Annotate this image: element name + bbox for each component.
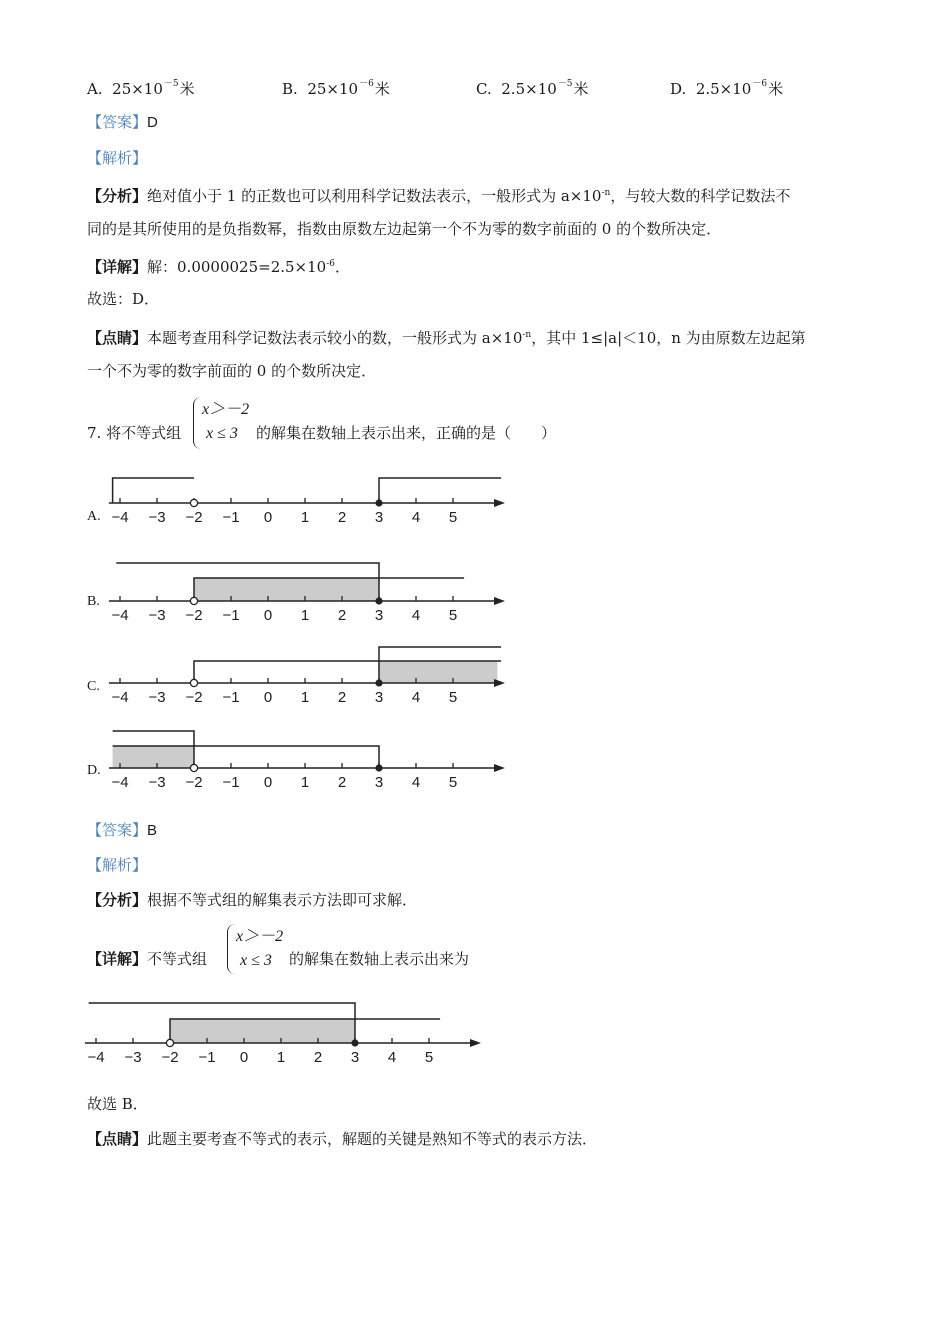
nl-ans-closed-point xyxy=(351,1039,358,1046)
q7-stem-suffix: 的解集在数轴上表示出来，正确的是（ ） xyxy=(256,424,557,442)
nl-b-closed-point xyxy=(375,597,382,604)
nl-c-tick-label: −1 xyxy=(222,689,240,706)
fenxi-label: 【分析】 xyxy=(87,891,148,909)
nl-ans-tick-label: −3 xyxy=(124,1049,142,1066)
fenxi-text: 根据不等式组的解集表示方法即可求解． xyxy=(147,891,418,909)
nl-a-tick-label: 4 xyxy=(411,509,421,526)
q7-option-b-label: B. xyxy=(87,594,100,609)
nl-ans-arrow-icon xyxy=(470,1039,481,1047)
nl-a-tick-label: −3 xyxy=(148,509,166,526)
answer-value: B xyxy=(147,822,158,839)
fenxi-label: 【分析】 xyxy=(87,187,148,205)
nl-a-open-point xyxy=(190,499,197,506)
option-unit: 米 xyxy=(573,80,589,98)
q6-jiexi-heading: 【解析】 xyxy=(87,149,148,167)
dianjing-exponent: -n xyxy=(522,330,532,340)
nl-b-tick-label: −4 xyxy=(111,607,129,624)
nl-a-bracket xyxy=(379,478,501,503)
nl-ans-tick-label: 2 xyxy=(313,1049,323,1066)
q6-dianjing-line2: 一个不为零的数字前面的 0 的个数所决定． xyxy=(87,362,377,380)
nl-d-tick-label: 3 xyxy=(374,774,384,791)
xiangjie-end: ． xyxy=(335,258,351,276)
fenxi-text-tail: ，与较大数的科学记数法不 xyxy=(610,187,791,205)
nl-b-arrow-icon xyxy=(494,597,505,605)
dianjing-label: 【点睛】 xyxy=(87,329,148,347)
q7-option-d-label: D. xyxy=(87,763,101,778)
q7-jiexi-heading: 【解析】 xyxy=(87,856,148,874)
q7-fenxi xyxy=(87,890,417,910)
q7-xiangjie-suffix: 的解集在数轴上表示出来为 xyxy=(289,950,470,968)
nl-a-tick-label: 0 xyxy=(263,509,273,526)
answer-label: 【答案】 xyxy=(87,113,148,131)
nl-c-tick-label: 5 xyxy=(448,689,458,706)
nl-c-tick-label: 4 xyxy=(411,689,421,706)
option-exponent: －6 xyxy=(752,79,768,89)
nl-b-tick-label: −2 xyxy=(185,607,203,624)
nl-c-tick-label: −3 xyxy=(148,689,166,706)
option-mantissa: 2.5×10 xyxy=(695,80,752,98)
nl-ans-tick-label: 3 xyxy=(350,1049,360,1066)
dianjing-text: 此题主要考查不等式的表示，解题的关键是熟知不等式的表示方法． xyxy=(147,1130,598,1148)
nl-ans-tick-label: −1 xyxy=(198,1049,216,1066)
nl-b-tick-label: 5 xyxy=(448,607,458,624)
nl-a-tick-label: 3 xyxy=(374,509,384,526)
nl-b-tick-label: −1 xyxy=(222,607,240,624)
nl-b-tick-label: 1 xyxy=(300,607,310,624)
q7-system-line2: x ≤ 3 xyxy=(206,425,238,442)
q6-guxuan: 故选：D． xyxy=(87,290,160,308)
nl-ans-tick-label: 5 xyxy=(424,1049,434,1066)
nl-d-arrow-icon xyxy=(494,764,505,772)
nl-d-closed-point xyxy=(375,764,382,771)
nl-ans-open-point xyxy=(166,1039,173,1046)
xiangjie-label: 【详解】 xyxy=(87,258,148,276)
nl-d-shaded-region xyxy=(113,746,194,768)
nl-ans-tick-label: 0 xyxy=(239,1049,249,1066)
nl-d-tick-label: −2 xyxy=(185,774,203,791)
fenxi-exponent: -n xyxy=(601,188,611,198)
option-letter: A. xyxy=(87,80,103,98)
nl-a-tick-label: −2 xyxy=(185,509,203,526)
nl-b-shaded-region xyxy=(194,578,379,601)
nl-c-tick-label: 0 xyxy=(263,689,273,706)
q7-stem-prefix: 7. 将不等式组 xyxy=(87,424,182,442)
nl-c-closed-point xyxy=(375,679,382,686)
option-unit: 米 xyxy=(374,80,390,98)
nl-d-open-point xyxy=(190,764,197,771)
nl-a-bracket xyxy=(113,478,194,503)
nl-b-open-point xyxy=(190,597,197,604)
nl-b-tick-label: 2 xyxy=(337,607,347,624)
nl-b-tick-label: −3 xyxy=(148,607,166,624)
nl-b-tick-label: 4 xyxy=(411,607,421,624)
q7-option-a-label: A. xyxy=(87,509,101,524)
nl-ans-tick-label: −2 xyxy=(161,1049,179,1066)
option-exponent: －6 xyxy=(359,79,374,89)
q7-xiangjie-system-line1: x＞－2 xyxy=(236,928,284,945)
nl-c-arrow-icon xyxy=(494,679,505,687)
nl-a-tick-label: −4 xyxy=(111,509,129,526)
nl-a-tick-label: 5 xyxy=(448,509,458,526)
nl-ans-tick-label: 4 xyxy=(387,1049,397,1066)
xiangjie-label: 【详解】 xyxy=(87,950,148,968)
q7-xiangjie-system-line2: x ≤ 3 xyxy=(240,952,272,969)
option-mantissa: 25×10 xyxy=(307,80,359,98)
xiangjie-exponent: -6 xyxy=(326,259,335,269)
q7-system-line1: x＞－2 xyxy=(202,401,250,418)
nl-c-tick-label: 1 xyxy=(300,689,310,706)
xiangjie-text: 解：0.0000025=2.5×10 xyxy=(147,258,327,276)
option-exponent: －5 xyxy=(163,79,179,89)
nl-a-arrow-icon xyxy=(494,499,505,507)
dianjing-text-tail: ，其中 1≤|a|＜10，n 为由原数左边起第 xyxy=(531,329,806,347)
option-exponent: －5 xyxy=(557,79,573,89)
fenxi-text: 绝对值小于 1 的正数也可以利用科学记数法表示，一般形式为 a×10 xyxy=(147,187,602,205)
nl-b-tick-label: 3 xyxy=(374,607,384,624)
q7-answer xyxy=(87,820,157,841)
nl-d-tick-label: 4 xyxy=(411,774,421,791)
q7-option-c-label: C. xyxy=(87,679,100,694)
nl-d-tick-label: 5 xyxy=(448,774,458,791)
answer-value: D xyxy=(147,114,158,131)
nl-d-tick-label: −3 xyxy=(148,774,166,791)
nl-d-tick-label: 0 xyxy=(263,774,273,791)
q7-xiangjie-prefix xyxy=(87,949,207,969)
option-mantissa: 2.5×10 xyxy=(501,80,557,98)
nl-b-tick-label: 0 xyxy=(263,607,273,624)
option-mantissa: 25×10 xyxy=(112,80,163,98)
nl-c-tick-label: −2 xyxy=(185,689,203,706)
dianjing-text: 本题考查用科学记数法表示较小的数，一般形式为 a×10 xyxy=(147,329,523,347)
q7-dianjing xyxy=(87,1129,597,1149)
nl-ans-tick-label: 1 xyxy=(276,1049,286,1066)
nl-c-shaded-region xyxy=(379,661,497,683)
option-letter: C. xyxy=(476,80,492,98)
option-letter: D. xyxy=(670,80,687,98)
answer-label: 【答案】 xyxy=(87,821,148,839)
nl-d-tick-label: −4 xyxy=(111,774,129,791)
nl-ans-tick-label: −4 xyxy=(87,1049,105,1066)
xiangjie-text: 不等式组 xyxy=(147,950,208,968)
q7-guxuan: 故选 B． xyxy=(87,1095,148,1113)
option-letter: B. xyxy=(282,80,298,98)
option-unit: 米 xyxy=(179,80,195,98)
option-unit: 米 xyxy=(768,80,784,98)
nl-a-tick-label: −1 xyxy=(222,509,240,526)
nl-a-tick-label: 1 xyxy=(300,509,310,526)
nl-d-tick-label: −1 xyxy=(222,774,240,791)
nl-ans-shaded-region xyxy=(170,1019,355,1043)
q6-fenxi-line2: 同的是其所使用的是负指数幂，指数由原数左边起第一个不为零的数字前面的 0 的个数所决定． xyxy=(87,220,722,238)
dianjing-label: 【点睛】 xyxy=(87,1130,148,1148)
nl-c-tick-label: −4 xyxy=(111,689,129,706)
nl-c-open-point xyxy=(190,679,197,686)
nl-c-tick-label: 3 xyxy=(374,689,384,706)
nl-d-tick-label: 1 xyxy=(300,774,310,791)
nl-d-tick-label: 2 xyxy=(337,774,347,791)
nl-c-tick-label: 2 xyxy=(337,689,347,706)
nl-a-closed-point xyxy=(375,499,382,506)
nl-a-tick-label: 2 xyxy=(337,509,347,526)
